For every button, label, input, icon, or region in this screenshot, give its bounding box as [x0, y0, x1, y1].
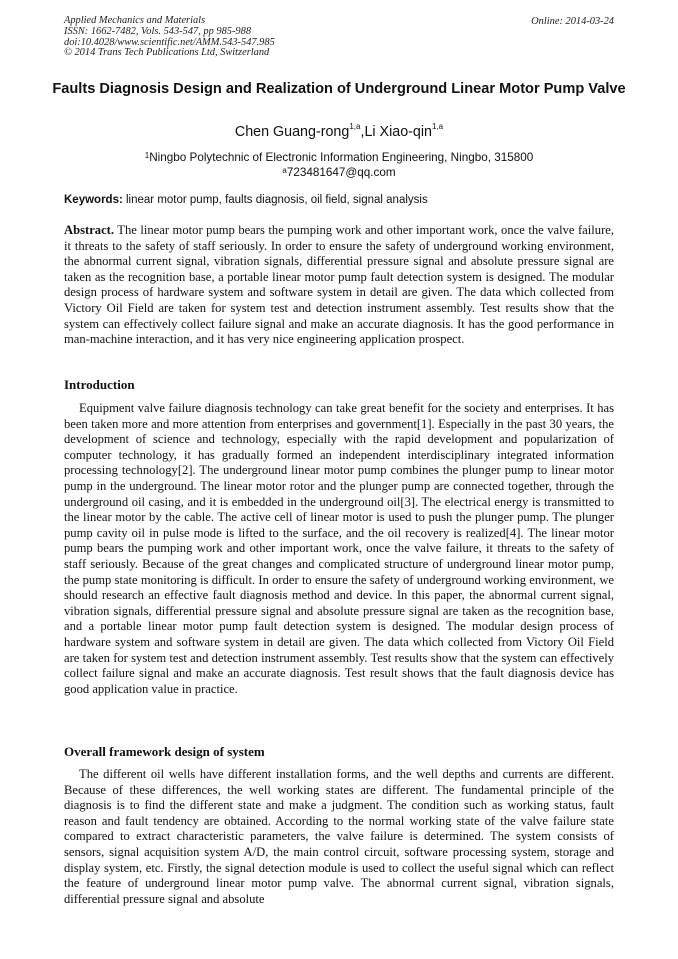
affiliation-superscript: 1: [144, 151, 150, 160]
keywords-label: Keywords:: [64, 194, 123, 206]
author-1: Chen Guang-rong: [234, 124, 350, 140]
email-address: 723481647@qq.com: [286, 166, 396, 179]
abstract-paragraph: [64, 223, 614, 348]
copyright-line: © 2014 Trans Tech Publications Ltd, Switzerland: [64, 47, 270, 59]
author-2-superscript: 1,a: [432, 122, 444, 131]
email-superscript: a: [282, 166, 287, 175]
author-separator: ,: [360, 124, 365, 140]
affiliation-text: Ningbo Polytechnic of Electronic Information Engineering, Ningbo, 315800: [149, 151, 534, 164]
email-line: [40, 165, 638, 180]
abstract-label: Abstract.: [64, 223, 115, 237]
author-line: [40, 124, 638, 140]
framework-paragraph: The different oil wells have different installation forms, and the well depths and currents are different. Because of these differences, the well working states are different. The fundamental principle of the diagnosis is to find the different state and make a judgment. The condition such as working status, fault reason and fault tendency are obtained. According to the normal working state of the valve failure state compared to extract characteristic parameters, the valve failure is determined. The system consists of sensors, signal acquisition system A/D, the main control circuit, software processing system, storage and display system, etc. Firstly, the signal detection module is used to collect the useful signal which can reflect the feature of underground linear motor pump valve. The abnormal current signal, vibration signals, differential pressure signal and absolute: [64, 767, 614, 906]
affiliation-line: [40, 150, 638, 165]
section-heading-introduction: Introduction: [64, 377, 135, 392]
doi-line: doi:10.4028/www.scientific.net/AMM.543-547.985: [64, 36, 275, 48]
online-date: Online: 2014-03-24: [531, 16, 614, 27]
introduction-paragraph: Equipment valve failure diagnosis technology can take great benefit for the society and enterprises. It has been taken more and more attention from enterprises and government[1]. Especially in the past 30 years, the development of science and technology, especially with the rapid development and popularization of computer technology, it has gradually formed an independent interdisciplinary integrated information processing technology[2]. The underground linear motor pump combines the plunger pump to linear motor pump in the underground. The linear motor rotor and the plunger pump are connected together, through the underground oil casing, and it is embedded in the underground oil[3]. The electrical energy is transmitted to the linear motor by the cable. The active cell of linear motor is used to push the plunger pump. The plunger pump cavity oil in pulse mode is lifted to the surface, and the oil recovery is realized[4]. The linear motor pump bears the pumping work and other important work, once the valve failure, it threats to the safety of staff seriously. Because of the great changes and complicated structure of underground linear motor pump, the pump state monitoring is difficult. In order to ensure the safety of underground working environment, we should research an effective fault diagnosis method and device. In this paper, the abnormal current signal, vibration signals, differential pressure signal and absolute pressure signal are taken as the recognition base, and a portable linear motor pump fault detection system is designed. The modular design process of hardware system and software system in detail are given. The data which collected from Victory Oil Field are taken for system test and detection instrument assembly. Test results show that the system can effectively collect failure signal and make an accurate diagnosis. Test result shows that the fault diagnosis device has good application value in practice.: [64, 401, 614, 696]
author-2: Li Xiao-qin: [364, 124, 432, 140]
keywords-text: linear motor pump, faults diagnosis, oil field, signal analysis: [126, 194, 428, 206]
abstract-text: The linear motor pump bears the pumping work and other important work, once the valve failure, it threats to the safety of staff seriously. In order to ensure the safety of underground working environment, the abnormal current signal, vibration signals, differential pressure signal and absolute pressure signal are taken as the recognition base, a portable linear motor pump fault detection system is designed. The modular design process of hardware system and software system in detail are given. The data which collected from Victory Oil Field are taken for system test and detection instrument assembly. Test results show that the system can effectively collect failure signal and make an accurate diagnosis. It has the good performance in man-machine interaction, and it has very nice engineering application prospect.: [64, 223, 615, 347]
author-1-superscript: 1,a: [349, 122, 361, 131]
affiliation-block: [40, 150, 638, 180]
keywords-line: [64, 194, 428, 206]
paper-title: Faults Diagnosis Design and Realization of Underground Linear Motor Pump Valve: [52, 81, 626, 97]
issn-line: ISSN: 1662-7482, Vols. 543-547, pp 985-988: [64, 25, 252, 37]
journal-header: [64, 16, 275, 59]
section-heading-framework: Overall framework design of system: [64, 744, 265, 759]
journal-name: Applied Mechanics and Materials: [64, 15, 206, 26]
